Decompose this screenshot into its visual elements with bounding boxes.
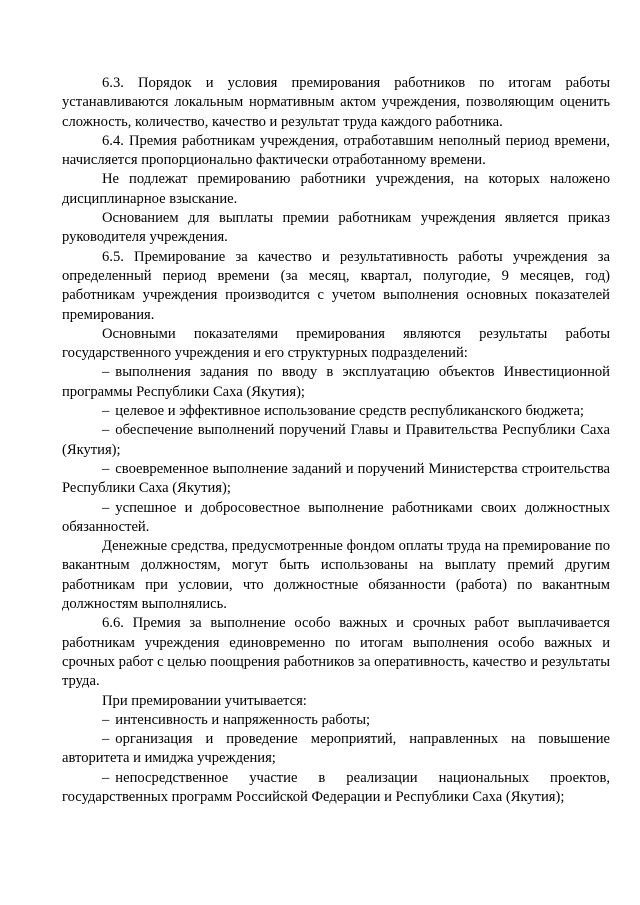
paragraph-text: Основными показателями премирования являются результаты работы государственного учреждения и его структурных подразделений: xyxy=(62,325,610,362)
document-page xyxy=(62,74,610,807)
list-item-text: целевое и эффективное использование средств республиканского бюджета; xyxy=(115,403,584,420)
paragraph-6-6 xyxy=(62,614,610,691)
list-item xyxy=(62,499,610,538)
list-item xyxy=(62,421,610,460)
paragraph-main-indicators xyxy=(62,325,610,364)
list-item-text: выполнения задания по вводу в эксплуатацию объектов Инвестиционной программы Республики Саха (Якутия); xyxy=(62,364,610,400)
paragraph-6-4 xyxy=(62,132,610,171)
paragraph-text: Основанием для выплаты премии работникам учреждения является приказ руководителя учреждения. xyxy=(62,210,610,246)
paragraph-text: 6.6. Премия за выполнение особо важных и срочных работ выплачивается работникам учреждения единовременно по итогам выполнения особо важных и срочных работ с целью поощрения работников за оперативность, качество и результаты труда. xyxy=(62,615,610,690)
paragraph-text: 6.5. Премирование за качество и результативность работы учреждения за определенный период времени (за месяц, квартал, полугодие, 9 месяцев, год) работникам учреждения производится с учетом выполнения основных показателей премирования. xyxy=(62,248,610,323)
dash-marker: – xyxy=(102,731,110,748)
paragraph-6-5 xyxy=(62,248,610,325)
dash-marker: – xyxy=(102,403,110,420)
list-item-text: своевременное выполнение заданий и поручений Министерства строительства Республики Саха (Якутия); xyxy=(62,460,610,497)
list-item xyxy=(62,711,610,730)
paragraph-vacant-funds xyxy=(62,537,610,614)
dash-marker: – xyxy=(102,422,110,439)
list-item xyxy=(62,363,610,402)
paragraph-text: Не подлежат премированию работники учреждения, на которых наложено дисциплинарное взыскание. xyxy=(62,171,610,207)
list-item-text: интенсивность и напряженность работы; xyxy=(115,711,371,728)
list-item xyxy=(62,402,610,421)
list-item-text: непосредственное участие в реализации национальных проектов, государственных программ Российской Федерации и Республики Саха (Якутия); xyxy=(62,769,610,805)
list-item-text: организация и проведение мероприятий, направленных на повышение авторитета и имиджа учреждения; xyxy=(62,731,610,767)
list-item-text: обеспечение выполнений поручений Главы и Правительства Республики Саха (Якутия); xyxy=(62,422,610,458)
paragraph-text: 6.4. Премия работникам учреждения, отработавшим неполный период времени, начисляется пропорционально фактически отработанному времени. xyxy=(62,132,610,169)
paragraph-text: Денежные средства, предусмотренные фондом оплаты труда на премирование по вакантным должностям, могут быть использованы на выплату премий другим работникам при условии, что должностные обязанности (работа) по вакантным должностям выполнялись. xyxy=(62,538,610,613)
dash-marker: – xyxy=(102,711,110,728)
paragraph-text: 6.3. Порядок и условия премирования работников по итогам работы устанавливаются локальным нормативным актом учреждения, позволяющим оценить сложность, количество, качество и результат труда каждого работника. xyxy=(62,75,610,130)
paragraph-6-3 xyxy=(62,74,610,132)
paragraph-no-bonus xyxy=(62,170,610,209)
list-item xyxy=(62,730,610,769)
paragraph-basis xyxy=(62,209,610,248)
paragraph-text: При премировании учитывается: xyxy=(102,692,307,709)
list-item-text: успешное и добросовестное выполнение работниками своих должностных обязанностей. xyxy=(62,499,610,535)
list-item xyxy=(62,460,610,499)
dash-marker: – xyxy=(102,364,110,381)
list-item xyxy=(62,769,610,808)
paragraph-considered xyxy=(62,692,610,711)
dash-marker: – xyxy=(102,460,110,477)
dash-marker: – xyxy=(102,769,110,786)
dash-marker: – xyxy=(102,499,110,516)
